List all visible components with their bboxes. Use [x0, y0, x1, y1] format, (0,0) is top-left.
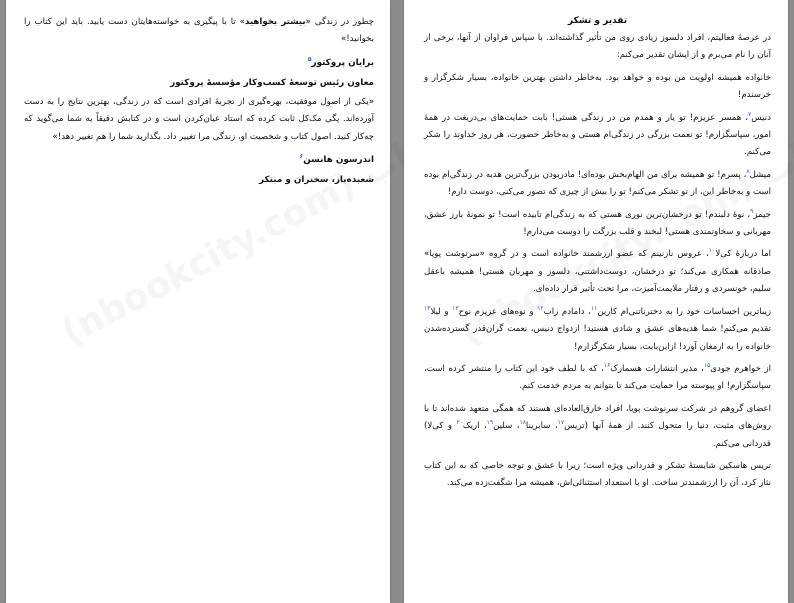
closing-paragraph: چطور در زندگی «بیشتر بخواهید» تا با پیگیری به خواسته‌هایتان دست یابید. باید این کتاب را بخوانید!» — [24, 17, 374, 45]
footnote-ref[interactable]: ۱۷ — [557, 419, 565, 427]
left-page — [6, 0, 390, 603]
endorsement-quote-2: «یکی از اصول موفقیت، بهره‌گیری از تجربهٔ افرادی است که در زندگی، بهترین نتایج را به دست آورده‌اند. پگی مک‌کل ثابت کرده که استاد عیان‌کردن است و در کتابش دقیقاً به شما می‌گوید که چه‌کار کنید. اصول کتاب و شخصیت او، زندگی مرا تغییر داد. بگذارید شما را هم تغییر دهد!» — [24, 96, 374, 142]
footnote-ref[interactable]: ۱۳ — [452, 304, 459, 312]
footnote-ref[interactable]: ۷ — [747, 110, 752, 118]
footnote-ref[interactable]: ۲۰ — [456, 419, 463, 427]
thanks-paragraph: تریس هاسکین شایستهٔ تشکر و قدردانی ویژه است؛ زیرا با عشق و توجه خاصی که به این کتاب نثار کرد، آن را ارزشمندتر ساخت. او با استعداد استثنائی‌اش، همیشه مرا شگفت‌زده می‌کند. — [424, 460, 771, 489]
footnote-ref[interactable]: ۱۴ — [424, 304, 431, 312]
endorser-role-2: شعبده‌باز، سخنران و مبتکر — [259, 175, 374, 186]
footnote-ref[interactable]: ۱۱ — [590, 304, 598, 312]
thanks-paragraph: جیمز$^۹$، نوهٔ دلبندم! تو درخشان‌ترین نوری هستی که به زندگی‌ام تابیده است! تو نمونهٔ بارز عشق، مهربانی و سخاوتمندی هستی! لبخند و قلب بزرگت را دوست می‌دارم! — [424, 207, 771, 238]
family-paragraph: خانواده همیشه اولویت من بوده و خواهد بود. به‌خاطر داشتن بهترین خانواده، بسیار شکرگزار و خرسندم! — [424, 72, 771, 101]
footnote-ref[interactable]: ۸ — [746, 167, 750, 175]
watermark — [55, 167, 357, 353]
endorser-role-1: معاون رئیس توسعهٔ کسب‌وکار مؤسسهٔ پروکتور — [170, 77, 374, 88]
thanks-paragraph: زیباترین احساسات خود را به دخترناتنی‌ام کارین$^{۱۱}$، دامادم راب$^{۱۲}$ و نوه‌های عزیزم نوح$^{۱۳}$ و لیلا$^{۱۴}$ تقدیم می‌کنم! شما هدیه‌های عشق و شادی هستید! ازدواج دنیس، نعمت گران‌قدر گسترده‌شدن خانواده را به ارمغان آورد! ازاین‌بابت، بسیار شکرگزارم! — [424, 304, 772, 352]
thanks-paragraph: دنیس$^۷$، همسر عزیزم! تو یار و همدم من در زندگی هستی! بابت حمایت‌های بی‌دریغت در همهٔ امور، سپاسگزارم! تو نعمت بزرگی در زندگی‌ام هستی و به‌خاطر حضورت، هر روز خداوند را شکر می‌کنم. — [424, 110, 771, 158]
endorser-name-1: برایان پروکتور$^۵$ — [307, 55, 374, 68]
thanks-paragraph: میشل$^۸$، پسرم! تو همیشه برای من الهام‌بخش بوده‌ای! مادربودن بزرگ‌ترین هدیه در زندگی‌ام بوده است و به‌خاطر این، از تو تشکر می‌کنم! تو را بیش از چیزی که تصور می‌کنی، دوست دارم! — [424, 167, 771, 198]
footnote-ref[interactable]: ۱۸ — [519, 419, 526, 427]
endorser-name-2: اندرسون هانسن$^۶$ — [299, 153, 374, 166]
footnote-ref[interactable]: ۱۵ — [703, 362, 711, 370]
footnote-ref[interactable]: ۱۶ — [603, 362, 611, 370]
footnote-ref[interactable]: ۹ — [750, 207, 754, 215]
footnote-ref[interactable]: ۶ — [299, 153, 304, 161]
section-title: تقدیر و تشکر — [567, 16, 628, 26]
intro-paragraph: در عرصهٔ فعالیتم، افراد دلسوز زیادی روی من تأثیر گذاشته‌اند. با سپاس فراوان از آنها، برخی از آنان را نام می‌برم و از ایشان تقدیر می‌کنم: — [424, 33, 771, 61]
thanks-paragraph: اما دربارهٔ کی‌لا$^{۱۰}$، عروس نازنینم که عضو ارزشمند خانواده است و در گروه «سرنوشت پویا» صادقانه همکاری می‌کند؛ تو درخشان، دوست‌داشتنی، دلسوز و مهربان هستی! همیشه باعقل سلیم، خونسردی و رفتار ملایمت‌آمیزت، مرا تحت تأثیر قرار داده‌ای. — [424, 247, 771, 295]
footnote-ref[interactable]: ۵ — [307, 55, 312, 63]
book-title-emphasis: بیشتر بخواهید — [244, 17, 306, 27]
thanks-paragraph: از خواهرم جودی$^{۱۵}$، مدیر انتشارات هسمارک$^{۱۶}$، که با لطف خود این کتاب را منتشر کرده است، سپاسگزارم! او پیوسته مرا حمایت می‌کند تا بتوانم به مردم خدمت کنم. — [424, 362, 771, 392]
footnote-ref[interactable]: ۱۲ — [537, 304, 544, 312]
footnote-ref[interactable]: ۱۹ — [486, 419, 494, 427]
thanks-paragraph: اعضای گروهم در شرکت سرنوشت پویا، افراد خارق‌العاده‌ای هستند که همگی متعهد شده‌اند تا با روش‌های مثبت، دنیا را متحول کنند. از همهٔ آنها (تریس$^{۱۷}$، سابرینا$^{۱۸}$، سلین$^{۱۹}$، اریک$^{۲۰}$ و کی‌لا) قدردانی می‌کنم. — [424, 403, 771, 449]
footnote-ref[interactable]: ۱۰ — [708, 247, 716, 255]
right-page — [404, 0, 788, 603]
